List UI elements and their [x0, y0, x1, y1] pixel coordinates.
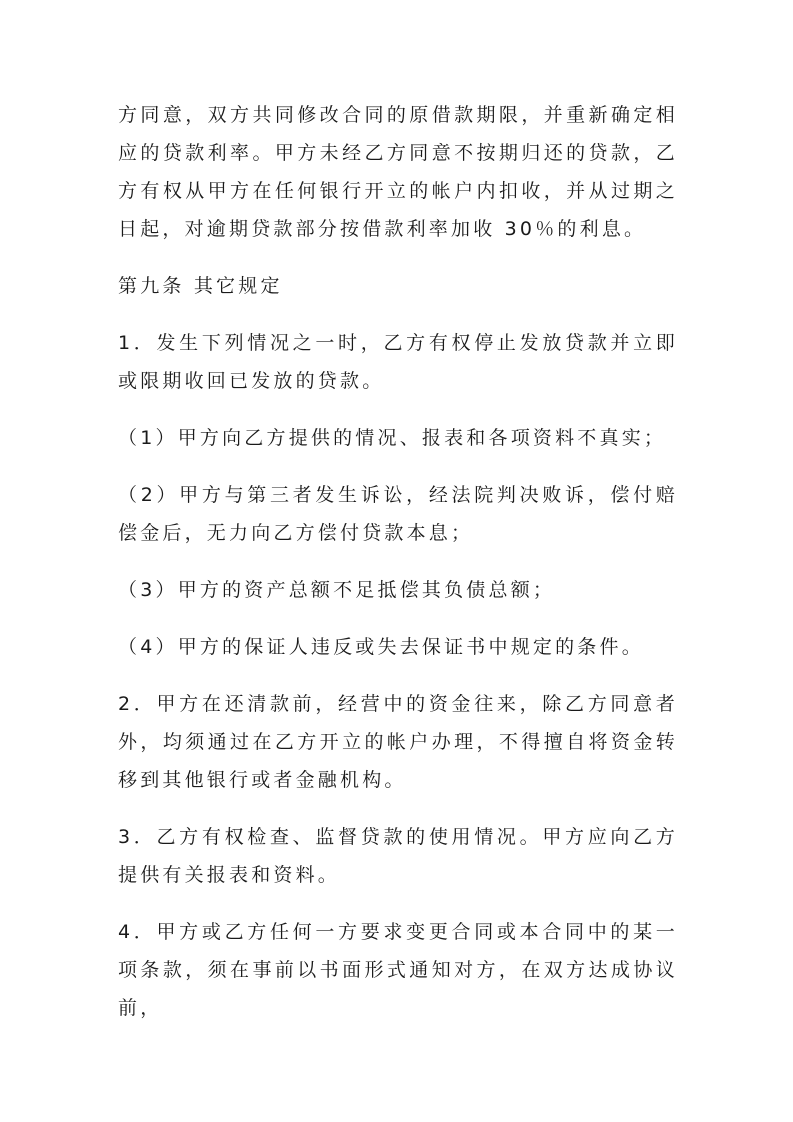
paragraph-loan-term-continuation: 方同意，双方共同修改合同的原借款期限，并重新确定相应的贷款利率。甲方未经乙方同意不按期归还的贷款，乙方有权从甲方在任何银行开立的帐户内扣收，并从过期之日起，对逾期贷款部分按借款利率加收 30％的利息。: [118, 104, 678, 240]
clause-1-item-1: （1）甲方向乙方提供的情况、报表和各项资料不真实；: [118, 427, 667, 449]
clause-3: 3．乙方有权检查、监督贷款的使用情况。甲方应向乙方提供有关报表和资料。: [118, 826, 678, 886]
clause-1: 1．发生下列情况之一时，乙方有权停止发放贷款并立即或限期收回已发放的贷款。: [118, 332, 678, 392]
clause-4: 4．甲方或乙方任何一方要求变更合同或本合同中的某一项条款，须在事前以书面形式通知对方，在双方达成协议前，: [118, 921, 678, 1019]
article-nine-heading: 第九条 其它规定: [118, 275, 283, 297]
clause-1-item-2: （2）甲方与第三者发生诉讼，经法院判决败诉，偿付赔偿金后，无力向乙方偿付贷款本息；: [118, 484, 678, 544]
clause-1-item-3: （3）甲方的资产总额不足抵偿其负债总额；: [118, 579, 556, 601]
document-body: [118, 96, 678, 1027]
clause-2: 2．甲方在还清款前，经营中的资金往来，除乙方同意者外，均须通过在乙方开立的帐户办理，不得擅自将资金转移到其他银行或者金融机构。: [118, 693, 678, 791]
clause-1-item-4: （4）甲方的保证人违反或失去保证书中规定的条件。: [118, 636, 644, 658]
